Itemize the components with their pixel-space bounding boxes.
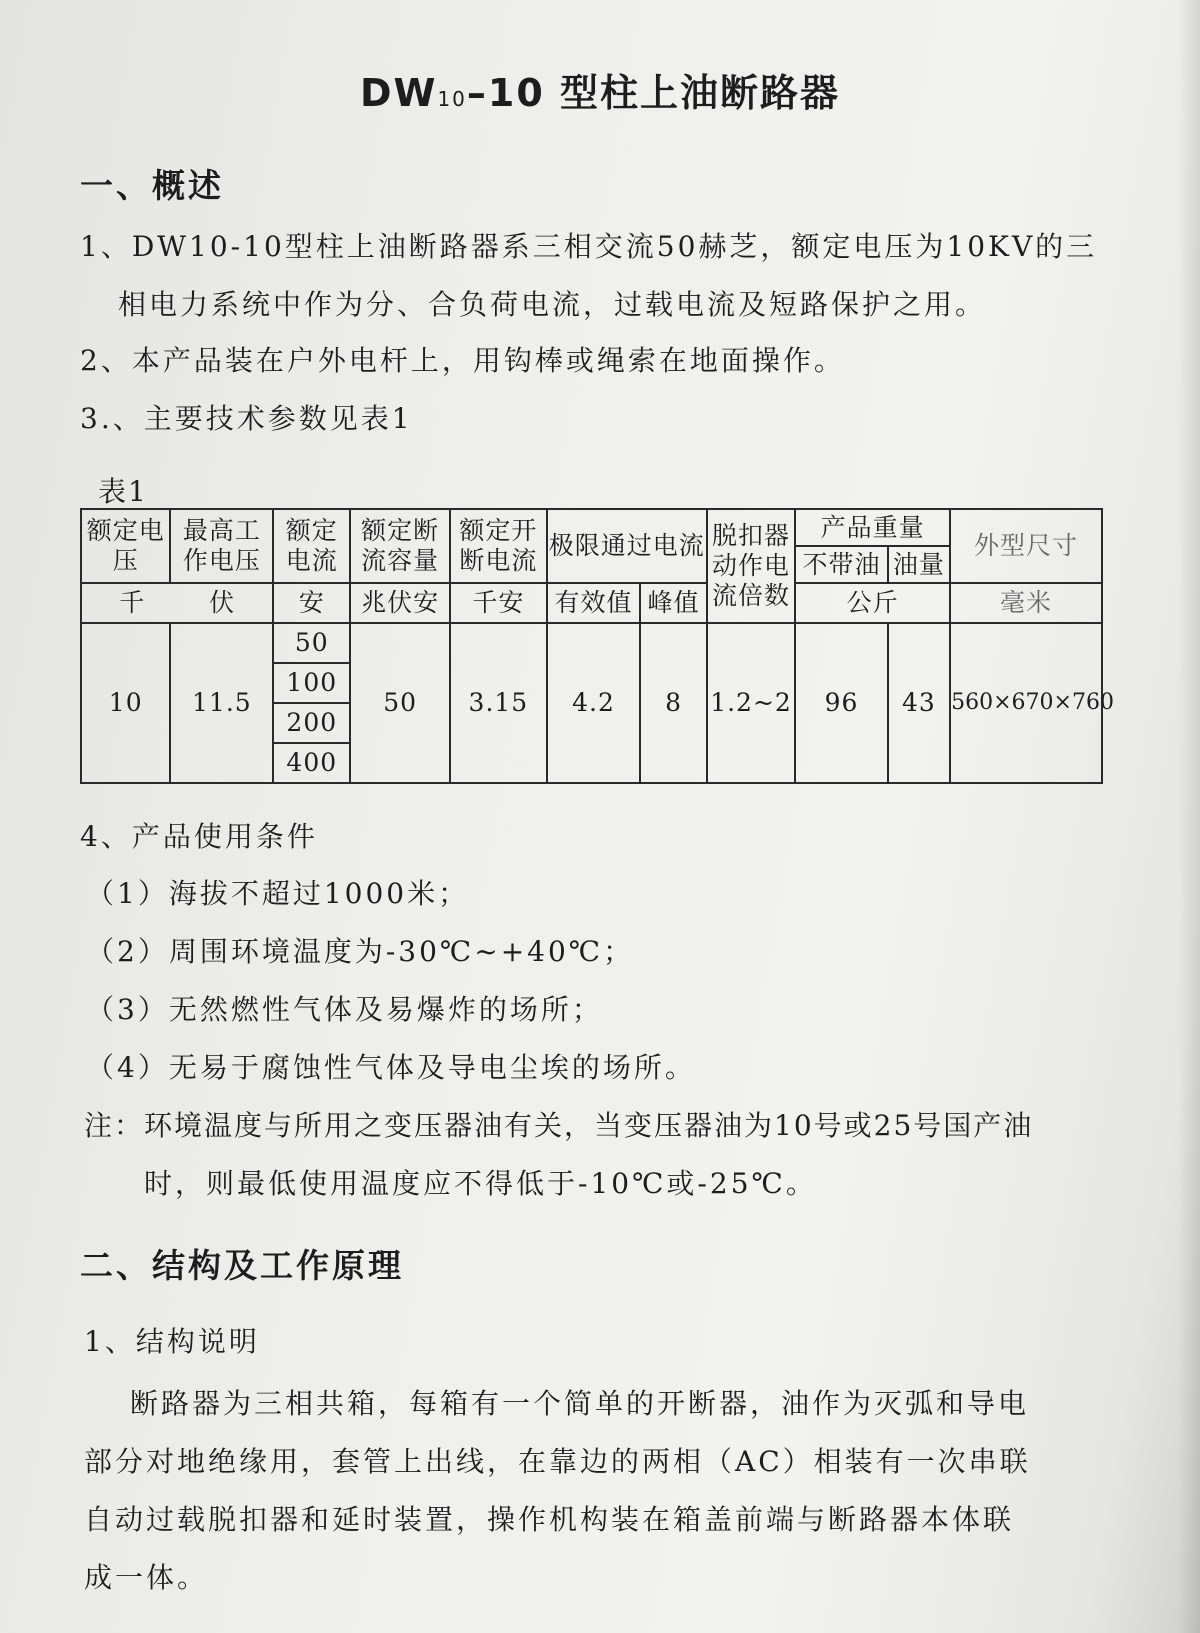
section1-heading: 一、概述 xyxy=(80,166,224,205)
hdr-weight: 产品重量 xyxy=(795,509,950,546)
para-line3: 自动过载脱扣器和延时装置，操作机构装在箱盖前端与断路器本体联 xyxy=(84,1503,1015,1536)
spec-table xyxy=(80,508,1114,784)
table-caption: 表1 xyxy=(98,475,148,508)
title-prefix: DW xyxy=(359,71,438,115)
val-current-4: 400 xyxy=(273,743,350,783)
hdr-dimensions: 外型尺寸 xyxy=(950,509,1102,583)
val-current-1: 50 xyxy=(273,623,350,663)
title-suffix: –10 型柱上油断路器 xyxy=(466,71,841,115)
unit-ka: 千安 xyxy=(450,583,547,623)
item1-line1: 1、DW10-10型柱上油断路器系三相交流50赫芝，额定电压为10KV的三 xyxy=(80,230,1098,263)
hdr-breaking-current: 额定开断电流 xyxy=(450,509,547,583)
section2-heading: 二、结构及工作原理 xyxy=(80,1246,404,1285)
condition-4: （4）无易于腐蚀性气体及导电尘埃的场所。 xyxy=(86,1051,696,1084)
item2: 2、本产品装在户外电杆上，用钩棒或绳索在地面操作。 xyxy=(80,344,845,377)
unit-mm: 毫米 xyxy=(950,583,1102,623)
unit-amp: 安 xyxy=(273,583,350,623)
val-breaking-capacity: 50 xyxy=(350,623,450,783)
val-breaking-current: 3.15 xyxy=(450,623,547,783)
unit-kv-1: 千 xyxy=(119,588,146,617)
document-title xyxy=(0,62,1200,117)
title-subscript: 10 xyxy=(437,87,467,111)
val-max-voltage: 11.5 xyxy=(170,623,273,783)
unit-kv xyxy=(81,583,273,623)
unit-peak: 峰值 xyxy=(640,583,707,623)
hdr-rated-current: 额定电流 xyxy=(273,509,350,583)
section2-sub1: 1、结构说明 xyxy=(84,1325,260,1358)
hdr-max-voltage: 最高工作电压 xyxy=(170,509,273,583)
hdr-rated-voltage: 额定电压 xyxy=(81,509,170,583)
condition-2: （2）周围环境温度为-30℃~+40℃； xyxy=(86,935,635,968)
unit-rms: 有效值 xyxy=(547,583,641,623)
val-weight-no-oil: 96 xyxy=(795,623,888,783)
note-line1: 注：环境温度与所用之变压器油有关，当变压器油为10号或25号国产油 xyxy=(84,1109,1034,1142)
item4: 4、产品使用条件 xyxy=(80,820,318,853)
hdr-breaking-capacity: 额定断流容量 xyxy=(350,509,450,583)
hdr-weight-oil: 油量 xyxy=(888,546,950,583)
val-peak: 8 xyxy=(640,623,707,783)
condition-1: （1）海拔不超过1000米； xyxy=(86,877,470,910)
val-rated-voltage: 10 xyxy=(81,623,170,783)
hdr-trip-multiple: 脱扣器动作电流倍数 xyxy=(707,509,795,623)
page-edge-shadow xyxy=(1178,0,1200,1633)
hdr-weight-no-oil: 不带油 xyxy=(795,546,888,583)
para-line1: 断路器为三相共箱，每箱有一个简单的开断器，油作为灭弧和导电 xyxy=(130,1387,1030,1420)
val-trip-multiple: 1.2~2 xyxy=(707,623,795,783)
unit-mva: 兆伏安 xyxy=(350,583,450,623)
item3: 3.、主要技术参数见表1 xyxy=(80,402,413,435)
hdr-limit-current: 极限通过电流 xyxy=(547,509,707,583)
val-current-3: 200 xyxy=(273,703,350,743)
para-line2: 部分对地绝缘用，套管上出线，在靠边的两相（AC）相装有一次串联 xyxy=(84,1445,1031,1478)
val-weight-oil: 43 xyxy=(888,623,950,783)
para-line4: 成一体。 xyxy=(84,1561,209,1594)
unit-kg: 公斤 xyxy=(795,583,950,623)
condition-3: （3）无然燃性气体及易爆炸的场所； xyxy=(86,993,603,1026)
val-dimensions: 560×670×760 xyxy=(950,623,1102,783)
note-line2: 时，则最低使用温度应不得低于-10℃或-25℃。 xyxy=(144,1167,817,1200)
item1-line2: 相电力系统中作为分、合负荷电流，过载电流及短路保护之用。 xyxy=(118,288,987,321)
val-rms: 4.2 xyxy=(547,623,641,783)
val-current-2: 100 xyxy=(273,663,350,703)
unit-kv-2: 伏 xyxy=(209,588,236,617)
